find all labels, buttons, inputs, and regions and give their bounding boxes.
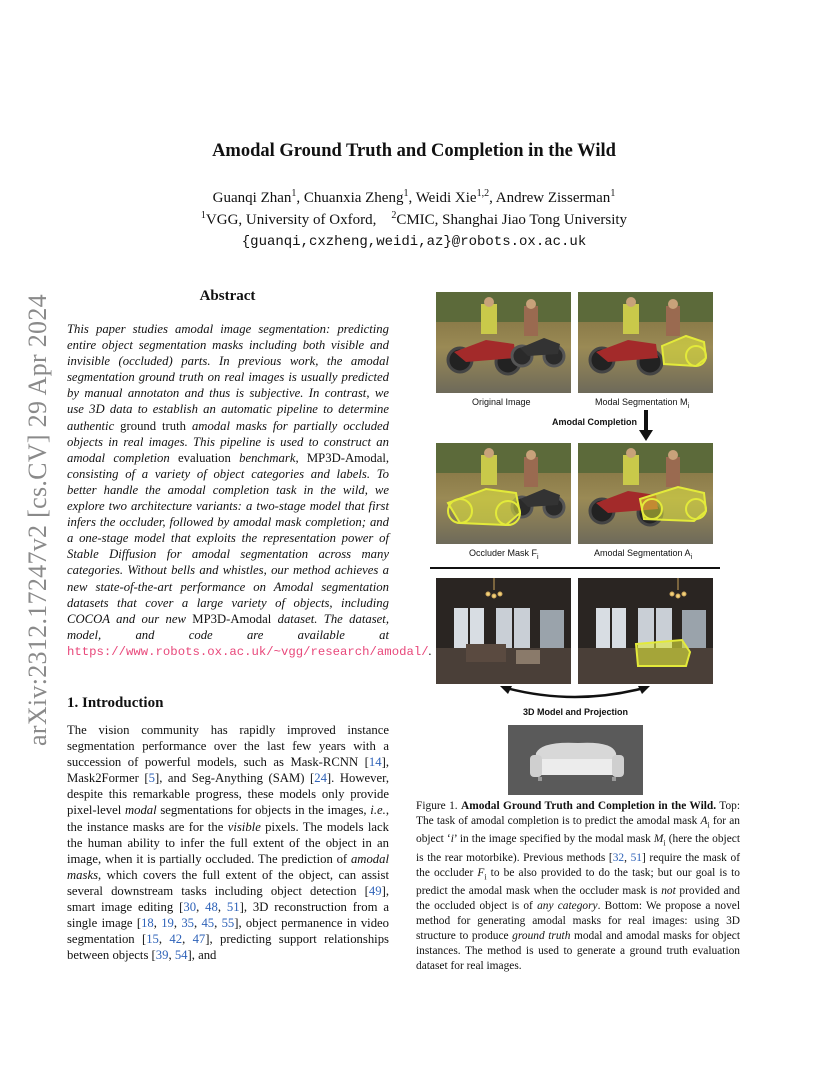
label-amodal-completion: Amodal Completion: [552, 417, 637, 427]
emphasis: any category: [537, 899, 598, 912]
emphasis: visible: [227, 819, 261, 834]
section-heading-introduction: 1. Introduction: [67, 695, 164, 711]
photo-original-image: [436, 292, 571, 393]
emphasis: F: [477, 866, 485, 879]
photo-modal-segmentation: [578, 292, 713, 393]
author-affiliation-mark: 1: [291, 188, 297, 199]
curved-arrow-icon: [500, 684, 650, 704]
figure-divider: [430, 567, 720, 569]
text-run: ], predicting support relationships between objects [: [67, 932, 389, 963]
label-3d-model: 3D Model and Projection: [523, 707, 629, 717]
citation-link[interactable]: 54: [174, 948, 188, 963]
text-run: ,: [158, 932, 170, 947]
text-run: ,: [196, 900, 206, 915]
author-emails: {guanqi,cxzheng,weidi,az}@robots.ox.ac.uk: [241, 234, 587, 250]
text-run: ] require the mask of the occluder: [416, 851, 740, 879]
text-run: , the instance masks are for the: [67, 803, 389, 834]
text-run: ,: [217, 900, 227, 915]
text-run: ,: [173, 916, 182, 931]
label-occluder-mask: Occluder Mask $F_i$: [469, 548, 539, 561]
text-run: ,: [624, 851, 631, 864]
text-run: for an object ‘: [416, 815, 740, 846]
emphasis: modal: [124, 803, 157, 818]
citation-link[interactable]: 49: [368, 883, 382, 898]
text-run: ,: [194, 916, 202, 931]
subscript: i: [707, 820, 710, 830]
author-name: Chuanxia Zheng: [303, 190, 404, 206]
author-affiliation-mark: 1,2: [476, 188, 490, 199]
citation-link[interactable]: 5: [148, 771, 155, 786]
figure-caption: [416, 799, 740, 974]
subscript: i: [663, 838, 666, 848]
photo-room-scene: [436, 578, 571, 684]
citation-link[interactable]: 15: [146, 932, 159, 947]
author-name: Guanqi Zhan: [212, 190, 292, 206]
emphasis: not: [661, 884, 676, 897]
photo-room-amodal-mask: [578, 578, 713, 684]
affiliations: [0, 212, 828, 229]
emphasis: amodal masks: [67, 851, 389, 882]
text-run: pixels. The models lack the human ability to infer the full extent of the object in an image, when it is partially occluded. The prediction of: [67, 819, 389, 866]
text-run: ,: [214, 916, 222, 931]
citation-link[interactable]: 55: [221, 916, 235, 931]
label-modal-segmentation: Modal Segmentation $M_i$: [595, 397, 690, 410]
author-affiliation-mark: 1: [403, 188, 409, 199]
text-run: . Bottom: We propose a novel method for generating amodal masks for real images: using 3D structure to produce: [416, 899, 741, 942]
abstract-heading: Abstract: [199, 288, 256, 304]
citation-link[interactable]: 48: [205, 900, 218, 915]
text-run: ,: [182, 932, 193, 947]
citation-link[interactable]: 51: [226, 900, 240, 915]
text-run: ,: [168, 948, 175, 963]
emphasis: ground truth: [512, 929, 571, 942]
arxiv-stamp: [18, 270, 58, 770]
text-run: ], and: [187, 948, 217, 963]
affiliation-mark: 2: [391, 210, 397, 221]
emphasis: i.e.: [370, 803, 386, 818]
text-run: ], object permanence in video segmentation [: [67, 916, 390, 947]
text-run: ]. However, despite this remarkable progress, these models only provide pixel-level: [67, 771, 389, 818]
citation-link[interactable]: 35: [181, 916, 194, 931]
citation-link[interactable]: 24: [314, 771, 327, 786]
bold-run: Amodal Ground Truth and Completion in the Wild.: [461, 800, 717, 812]
text-run: segmentations for objects in the images,: [156, 803, 371, 818]
introduction-text: [67, 722, 389, 963]
author-affiliation-mark: 1: [610, 188, 616, 199]
arxiv-id: arXiv:2312.17247v2 [cs.CV] 29 Apr 2024: [23, 294, 52, 746]
text-run: to be also provided to do the task; but our goal is to predict the amodal mask when the occluder mask is: [416, 866, 740, 897]
text-run: ], smart image editing [: [67, 883, 389, 915]
affiliation-mark: 1: [200, 210, 206, 221]
project-link[interactable]: https://www.robots.ox.ac.uk/~vgg/research/amodal/: [67, 644, 429, 659]
photo-amodal-segmentation: [578, 443, 713, 544]
text-run: provided and the occluded object is of: [416, 884, 740, 912]
text-run: (here the object is the rear motorbike). Previous methods [: [416, 833, 740, 864]
citation-link[interactable]: 18: [141, 916, 154, 931]
text-run: ’ in the image specified by the modal mask: [453, 833, 654, 846]
text-run: ], and Seg-Anything (SAM) [: [155, 771, 315, 786]
citation-link[interactable]: 32: [612, 851, 625, 864]
text-run: The vision community has rapidly improved instance segmentation performance over the last few years with a succession of powerful models, such as Mask-RCNN [: [67, 723, 389, 770]
text-run: Figure 1.: [416, 800, 462, 812]
affiliation-name: CMIC, Shanghai Jiao Tong University: [396, 212, 628, 228]
text-run: ], Mask2Former [: [67, 755, 389, 786]
citation-link[interactable]: 47: [192, 932, 206, 947]
subscript: i: [484, 871, 487, 881]
affiliation-name: VGG, University of Oxford,: [205, 212, 377, 228]
author-name: Weidi Xie: [415, 190, 477, 206]
emphasis: A: [700, 815, 708, 827]
label-original-image: Original Image: [472, 397, 531, 407]
text-run: Top: The task of amodal completion is to predict the amodal mask: [416, 800, 740, 827]
photo-occluder-mask: [436, 443, 571, 544]
render-3d-sofa: [508, 725, 643, 795]
citation-link[interactable]: 39: [155, 948, 169, 963]
citation-link[interactable]: 42: [169, 932, 183, 947]
author-name: Andrew Zisserman: [495, 190, 611, 206]
emphasis: i: [450, 833, 454, 846]
label-amodal-segmentation: Amodal Segmentation $A_i$: [594, 548, 693, 561]
emphasis: M: [653, 833, 664, 846]
abstract-text: This paper studies amodal image segmentation: predicting entire object segmentation masks including both visible and invisible (occluded) parts. In previous work, the amodal segmentation ground truth on real images is usually predicted by manual annotaton and thus is subjective. In contrast, we use 3D data to establish an automatic pipeline to determine authentic ground truth amodal masks for partially occluded objects in real images. This pipeline is used to construct an amodal completion evaluation benchmark, MP3D-Amodal, consisting of a variety of object categories and labels. To better handle the amodal completion task in the wild, we explore two architecture variants: a two-stage model that first infers the occluder, followed by amodal mask completion; and a one-stage model that exploits the representation power of Stable Diffusion for amodal segmentation across many categories. Without bells and whistles, our method achieves a new state-of-the-art performance on Amodal segmentation datasets that cover a large variety of objects, including COCOA and our new MP3D-Amodal dataset. The dataset, model, and code are available at https://www.robots.ox.ac.uk/~vgg/research/amodal/.: [67, 322, 432, 659]
citation-link[interactable]: 14: [368, 755, 382, 770]
citation-link[interactable]: 30: [183, 900, 197, 915]
text-run: modal and amodal masks for object instances. The method is used to generate a ground truth evaluation dataset for real images.: [416, 929, 740, 972]
text-run: ,: [153, 916, 162, 931]
down-arrow-icon: [639, 410, 653, 442]
text-run: ], 3D reconstruction from a single image [: [67, 900, 389, 931]
author-list: Guanqi Zhan$^1$, Chuanxia Zheng$^1$, Weidi Xie$^{1,2}$, Andrew Zisserman$^1$: [212, 188, 616, 206]
citation-link[interactable]: 19: [161, 916, 174, 931]
citation-link[interactable]: 45: [201, 916, 215, 931]
text-run: , which covers the full extent of the object, can assist several downstream tasks including object detection [: [67, 867, 389, 898]
paper-title: Amodal Ground Truth and Completion in the Wild: [212, 141, 616, 161]
citation-link[interactable]: 51: [630, 851, 642, 864]
